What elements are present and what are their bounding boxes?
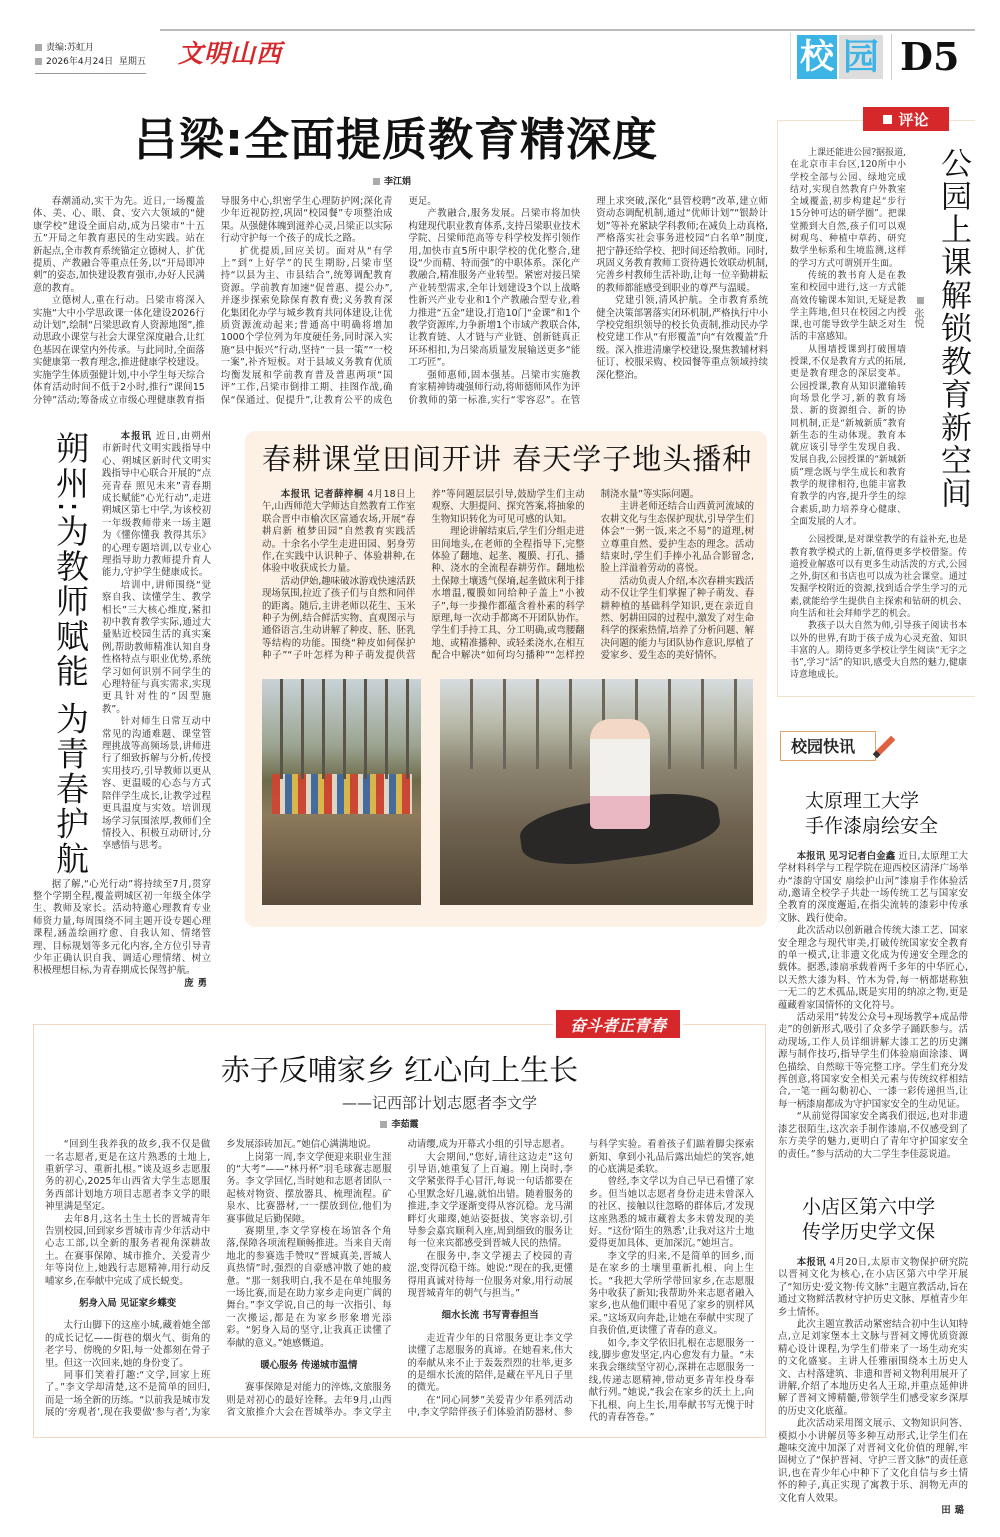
lead: 本报讯 [796,1256,827,1268]
commentary-top [790,147,971,528]
page-number: D5 [900,34,960,79]
news-flash-tag [780,731,876,761]
section-char-xiao: 校 [797,35,837,79]
news-flash-header [777,731,975,763]
photo-students-in-field [262,679,421,905]
bullet-icon [373,178,380,185]
main-column [33,0,768,1438]
paragraph: 理论讲解结束后,学生们分组走进田间地头,在老师的全程指导下,完整体验了翻地、起垄、覆膜、打孔、播种、浇水的全流程春耕劳作。翻地松土保障土壤透气保墒,起垄做床利于排水增温,覆膜如同给种子盖上“小被子”,每一步操作都蕴含着朴素的科学原理,每一次动手都离不开团队协作。学生们手持工具、分工明确,或弯腰翻地、或精准播种、或轻柔浇水,在相互配合中解决“如何均匀播种”“怎样控制浇水量”等实际问题。 [431,488,700,662]
title-line: 太原理工大学 [805,789,920,812]
commentary-tag [863,107,949,131]
paragraph: 在“同心同梦”关爱青少年系列活动中,李文学陪伴孩子们体验消防器材、参与科学实验。看着孩子们踮着脚尖探索新知、拿到小礼品后露出灿烂的笑容,她的心底满是柔软。 [407,1139,754,1419]
spring-title: 春耕课堂田间开讲 春天学子地头播种 [262,441,753,476]
paragraph: 同事们笑着打趣:“文学,回家上班了。”李文学却清楚,这不是简单的回归,而是一场全新的历练。“以前我是城市发展的‘旁观者’,现在我要做‘参与者’,为家乡发展添砖加瓦。”她信心满满地说。 [45,1139,377,1419]
lead: 本报讯 见习记者白金鑫 [796,850,896,862]
paragraph: 扩优提质,回应关切。面对从“有学上”到“上好学”的民生期盼,吕梁市坚持“以县为主、市县结合”,统筹调配教育资源。学前教育加速“促普惠、提公办”,并逐步探索免除保育教育费;义务教育深化集团化办学与城乡教育共同体建设,让优质资源流动起来;普通高中明确将增加1000个学位列为年度硬任务,同时深入实施“县中振兴”行动,坚持“一县一策”“一校一案”,补齐短板。对于县域义务教育优质均衡发展和学前教育普及普惠两项“国评”工作,吕梁市倒排工期、挂图作战,确保“保通过、促提升”,让教育公平的成色更足。 [220,196,437,406]
lvliang-body [33,196,768,407]
author-name: 张悦 [912,308,923,328]
paragraph: 培训中,讲师围绕“觉察自我、读懂学生、教学相长”三大核心维度,紧扣初中教育教学实际,通过大量贴近校园生活的真实案例,帮助教师精准认知自身性格特点与职业优势,系统学习如何识别不同学生的心理特征与真实需求,实现更具针对性的“因型施教”。 [102,579,211,715]
title-line: 传学历史学文保 [802,1220,936,1243]
child-figure [590,719,650,829]
shuozhou-article [33,431,211,990]
section-char-yuan: 园 [839,35,883,79]
news1-body [778,851,968,1161]
paragraph [262,489,415,576]
paragraph: 走近青少年的日常服务更让李文学读懂了志愿服务的真谛。在她看来,伟大的奉献从来不止于轰轰烈烈的壮举,更多的是细水长流的陪伴,是藏在平凡日子里的微光。 [407,1332,573,1394]
paragraph-text: 4月18日上午,山西师范大学师达自然教育工作室联合晋中市榆次区富通农场,开展“春耕启新 植梦田园”自然教育实践活动。十余名小学生走进田园、躬身劳作,在实践中认识种子、体验耕种,在体验中收获成长力量。 [262,488,416,575]
paragraph [778,851,968,925]
children-group [272,774,412,814]
paragraph: 李文学的归来,不是简单的回乡,而是在家乡的土壤里重新扎根、向上生长。“我把大学所学带回家乡,在志愿服务中收获了新知;我帮助外来志愿者融入家乡,也从他们眼中看见了家乡的别样风采。”这场双向奔赴,让她在奉献中实现了自我价值,更读懂了青春的意义。 [588,1250,754,1337]
paragraph: 去年8月,这名土生土长的晋城青年告别校园,回到家乡晋城市青少年活动中心志工部,以全新的服务者视角深耕故土。在赛事保障、城市推介、关爱青少年等岗位上,她践行志愿精神,用行动反哺家乡,在奉献中完成了成长蜕变。 [45,1213,211,1287]
feature-subtitle: ——记西部计划志愿者李文学 [341,1094,537,1113]
square-icon [883,115,892,124]
paragraph: 在服务中,李文学褪去了校园的青涩,变得沉稳干练。她说:“现在的我,更懂得用真诚对待每一位服务对象,用行动展现晋城青年的朝气与担当。” [407,1250,573,1300]
bullet-icon [380,1121,387,1128]
sidebar-column [777,0,975,1517]
paragraph: 太行山脚下的这座小城,藏着她全部的成长记忆——街巷的烟火气、街角的老字号、傍晚的夕阳,每一处都刻在骨子里。但这一次回来,她的身份变了。 [45,1320,211,1369]
title-line: 小店区第六中学 [802,1195,936,1218]
commentary-author [910,297,925,328]
paragraph-text: 近日,太原理工大学材料科学与工程学院在迎西校区清泽广场举办“漆韵守国安 扇绘护山河”漆扇手作体验活动,邀请全校学子共赴一场传统工艺与国家安全教育的深度邂逅,在指尖流转的漆彩中传承文脉、践行使命。 [778,850,969,924]
shuozhou-body-wide [33,879,211,991]
feature-box [33,1015,766,1437]
commentary-box [777,110,975,697]
issue-weekday: 星期五 [118,57,146,67]
paragraph-text: 4月20日,太原市文物保护研究院以晋祠文化为核心,在小店区第六中学开展了“知历史·爱文物·传文脉”主题宣教活动,旨在通过文物鲜活教材守护历史文脉、厚植青少年乡土情怀。 [778,1256,968,1318]
paragraph-text: 近日,由朔州市新时代文明实践指导中心、朔城区新时代文明实践指导中心联合开展的“点亮青春 照见未来”青春期成长赋能“心光行动”,走进朔城区第七中学,为该校初一年级教师带来一场主题为《懂你懂我 教得其乐》的心理专题培训,以专业心理指导助力教师提升育人能力,守护学生健康成长。 [102,430,211,579]
spring-box [245,431,767,927]
feature-body [45,1139,754,1424]
paragraph: 如今,李文学依旧扎根在志愿服务一线,脚步愈发坚定,内心愈发有力量。“未来我会继续坚守初心,深耕在志愿服务一线,传递志愿精神,带动更多青年投身奉献行列。”她说,“我会在家乡的沃土上,向下扎根、向上生长,用奉献书写无愧于时代的青春答卷。” [588,1337,754,1424]
paragraph: “回到生我养我的故乡,我不仅是做一名志愿者,更是在这片熟悉的土地上,重新学习、重新扎根。”谈及返乡志愿服务的初心,2025年山西省大学生志愿服务西部计划地方项目志愿者李文学的眼神里满是坚定。 [45,1139,211,1213]
paragraph [102,431,211,580]
issue-date: 2026年4月24日 [46,57,114,67]
lead: 本报讯 [120,430,152,442]
paragraph: 强师惠师,固本强基。吕梁市实施教育家精神铸魂强师行动,将师德师风作为评价教师的第一标准,实行“零容忍”。在管理上求突破,深化“县管校聘”改革,建立师资动态调配机制,通过“优师计划”“银龄计划”等补充紧缺学科教师;在减负上动真格,严格落实社会事务进校园“白名单”制度,把宁静还给学校、把时间还给教师。同时,巩固义务教育教师工资待遇长效联动机制,完善乡村教师生活补助,让每一位辛勤耕耘的教师都能感受到职业的尊严与温暖。 [408,196,768,406]
tree-trunks [262,679,421,779]
pencil-icon [873,735,896,758]
paragraph: 据了解,“心光行动”将持续至7月,贯穿整个学期全程,覆盖朔城区初一年级全体学生、教师及家长。活动特邀心理教育专业师资力量,每周围绕不同主题开设专题心理课程,涵盖绘画疗愈、自我认知、情绪管理、目标规划等多元化内容,全方位引导青少年正确认识自我、调适心理情绪、树立积极理想目标,为青春期成长保驾护航。 [33,878,211,977]
editor: 责编:苏虹月 [46,43,95,53]
shuozhou-top [33,431,211,877]
paragraph: 此次活动以创新融合传统大漆工艺、国家安全理念与现代审美,打破传统国家安全教育的单一模式,让非遗文化成为传递安全理念的载体。据悉,漆扇承载着两千多年的中华匠心,以天然大漆为料、竹木为骨,每一柄都堪称独一无二的艺术孤品,既是实用的纳凉之物,更是蕴藏着家国情怀的文化符号。 [778,925,968,1011]
byline-name: 李江娟 [384,177,412,187]
paragraph: 主讲老师还结合山西黄河流域的农耕文化与生态保护现状,引导学生们体会“一粥一饭,来之不易”的道理,树立尊重自然、爱护生态的理念。活动结束时,学生们手捧小礼品合影留念,脸上洋溢着劳动的喜悦。 [600,501,754,575]
author: 庞勇 [184,977,211,989]
photo-row [262,679,754,905]
logo-wenming-shanxi: 文明山西 [178,39,283,68]
feature-title: 赤子反哺家乡 红心向上生长 [220,1053,579,1088]
paragraph: 曾经,李文学以为自己早已看懂了家乡。但当她以志愿者身份走进未曾深入的社区、接触以往忽略的群体后,才发现这座熟悉的城市藏着太多未曾发现的美好。“这份‘陌生的熟悉’,让我对这片土地爱得更加具体、更加深沉。”她坦言。 [588,1176,754,1250]
paragraph: 产教融合,服务发展。吕梁市将加快构建现代职业教育体系,支持吕梁职业技术学院、吕梁师范高等专科学校发挥引领作用,加快市直5所中职学校的优化整合,建设“少而精、特而强”的中职体系。深化产教融合,精准服务产业转型。紧密对接吕梁产业转型需求,全年计划建设3个以上战略性新兴产业专业和1个产教融合型专业,着力推进“五金”建设,打造10门“金课”和1个教学资源库,力争新增1个市域产教联合体,让教育链、人才链与产业链、创新链真正环环相扣,为吕梁高质量发展输送更多“能工巧匠”。 [408,208,581,369]
paragraph: 活动伊始,趣味破冰游戏快速活跃现场氛围,拉近了孩子们与自然和同伴的距离。随后,主讲老师以花生、玉米种子为例,结合鲜活实物、直观图示与通俗语言,生动讲解了种皮、胚、胚乳等结构的功能。围绕“种皮如何保护种子”“子叶怎样为种子萌发提供营养”等问题层层引导,鼓励学生们主动观察、大胆提问、探究答案,将抽象的生物知识转化为可见可感的认知。 [262,488,585,662]
paragraph: 党建引领,清风护航。全市教育系统健全决策部署落实闭环机制,严格执行中小学校党组织领导的校长负责制,推动民办学校党建工作从“有形覆盖”向“有效覆盖”升级。深入推进清廉学校建设,聚焦教辅材料征订、校服采购、校园餐等重点领域持续深化整治。 [596,295,768,381]
paragraph: 此次活动采用图文展示、文物知识问答、模拟小小讲解员等多种互动形式,让学生们在趣味交流中加深了对晋祠文化价值的理解,牢固树立了“保护晋祠、守护三晋文脉”的责任意识,也在青少年心中种下了文化自信与乡土情怀的种子,真正实现了寓教于乐、润物无声的文化育人效果。 [778,1418,968,1504]
paragraph: 赛期里,李文学穿梭在场馆各个角落,保障各项流程顺畅推进。当来自天南地北的参赛选手赞叹“晋城真美,晋城人真热情”时,强烈的自豪感冲散了她的疲惫。“那一刻我明白,我不是在单纯服务一场比赛,而是在助力家乡走向更广阔的舞台。”李文学说,自己的每一次指引、每一次搬运,都是在为家乡形象增光添彩。“躬身入局的坚守,让我真正读懂了奉献的意义。”她感慨道。 [226,1226,392,1349]
photo-child-watering [440,679,753,905]
lead: 本报讯 记者薛梓桐 [280,488,364,500]
paragraph: 上课还能进公园?据报道,在北京市丰台区,120所中小学校全部与公园、绿地完成结对,实现自然教育户外教室全域覆盖,初步构建起“步行15分钟可达的研学圈”。把课堂搬到大自然,孩子们可以观树观鸟、种植中草药、研究数学坐标系和生境监测,这样的学习方式可谓别开生面。 [790,148,906,269]
middle-row [33,431,768,990]
commentary-title: 公园上课解锁教育新空间 [935,147,971,510]
paragraph: 大会期间,“您好,请往这边走”这句引导语,她重复了上百遍。刚上岗时,李文学紧张得手心冒汗,每说一句话都要在心里默念好几遍,就怕出错。随着服务的推进,李文学逐渐变得从容沉稳。龙马湖畔灯火璀璨,她站姿挺拔、笑容亲切,引导参会嘉宾顺利入座,周到细致的服务让每一位来宾都感受到晋城人民的热情。 [407,1151,573,1250]
news2-body [778,1257,968,1518]
paragraph: 赛事保障是对能力的淬炼,文旅服务则是对初心的最好诠释。去年9月,山西省文旅推介大会在晋城举办。李文学主动请缨,成为开幕式小组的引导志愿者。 [226,1139,570,1419]
paragraph: 传统的教书育人是在教室和校园中进行,这一方式能高效传输课本知识,无疑是教学主阵地,但只在校园之内授课,也可能导致学生缺乏对生活的丰富感知。 [790,270,906,343]
shuozhou-body-narrow [102,431,211,853]
paragraph: 春潮涌动,实干为先。近日,一场覆盖体、美、心、眼、食、安六大领域的“健康学校”建设全面启动,成为吕梁市“十五五”开局之年教育惠民的生动实践。站在新起点,全市教育系统锚定立德树人、扩优提质、产教融合等重点任务,以“开局即冲刺”的姿态,加快建设教育强市,办好人民满意的教育。 [33,196,205,294]
feature-tag: 奋斗者正青春 [556,1010,680,1038]
paragraph: 从围墙授课到打破围墙授课,不仅是教育方式的拓展,更是教育理念的深层变革。公园授课,教育从知识灌输转向场景化学习,新的教育场景、新的资源组合、新的协同机制,正是“新城新质”教育新生态的生动体现。教育本就应该引导学生发现自我、发展自我,公园授课的“新城新质”理念既与学生成长和教育教学的规律相符,也能丰富教育教学的内容,提升学生的综合素质,助力培养身心健康、全面发展的人才。 [790,344,906,527]
lvliang-byline [373,176,768,188]
shuozhou-title: 朔州:为教师赋能 为青春护航 [51,430,90,877]
news1-title [805,789,975,839]
byline-name: 李茹霞 [391,1120,419,1131]
paragraph: 此次主题宣教活动紧密结合初中生认知特点,立足刘家堡本土文脉与晋祠文博优质资源精心设计课程,为学生们带来了一场生动充实的文化盛宴。主讲人任雅丽围绕本土历史人文、古村落建筑、非遗和晋祠文物利用展开了讲解,介绍了本地历史名人王琼,并重点延伸讲解了晋祠文博精髓,带领学生们感受家乡深厚的历史文化底蕴。 [778,1318,968,1417]
spring-body [262,489,754,663]
paragraph: 教孩子以大自然为师,引导孩子阅读书本以外的世界,有助于孩子成为心灵充盈、知识丰富的人。期待更多学校让学生阅读“无字之书”,学习“活”的知识,感受大自然的魅力,健康诗意地成长。 [790,621,967,681]
paragraph: “从前觉得国家安全离我们很远,也对非遗漆艺很陌生,这次亲手制作漆扇,不仅感受到了东方美学的魅力,更明白了青年守护国家安全的责任。”参与活动的大二学生李佳蕊说道。 [778,1111,968,1160]
subheading: 细水长流 书写青春担当 [441,1310,539,1322]
paragraph: 上岗第一周,李文学便迎来职业生涯的“大考”——“林丹杯”羽毛球赛志愿服务。李文学回忆,当时她和志愿者团队一起核对物资、摆放器具、梳理流程。矿泉水、比赛器材,一一摆放到位,他们为赛事做足后勤保障。 [226,1151,392,1225]
paragraph: 立德树人,重在行动。吕梁市将深入实施“大中小学思政课一体化建设2026行动计划”,绘制“吕梁思政育人资源地图”,推动思政小课堂与社会大课堂深度融合,让红色基因在课堂内外传承。与此同时,全面落实健康第一教育理念,推进健康学校建设。实施学生体质强健计划,中小学生每天综合体育活动时间不低于2小时,推行“课间15分钟”活动;筹备成立市级心理健康教育指导服务中心,织密学生心理防护网;深化青少年近视防控,巩固“校园餐”专项整治成果。从强健体魄到滋养心灵,吕梁正以实际行动守护每一个孩子的成长之路。 [33,196,393,406]
tag-label: 评论 [898,110,929,129]
paragraph: 活动负责人介绍,本次春耕实践活动不仅让学生们掌握了种子萌发、春耕种植的基础科学知识,更在亲近自然、躬耕田园的过程中,激发了对生命科学的探索热情,培养了分析问题、解决问题的能力与团队协作意识,厚植了爱家乡、爱生态的美好情怀。 [600,575,754,662]
lvliang-title: 吕梁:全面提质教育精深度 [133,113,658,166]
paragraph: 公园授课,是对课堂教学的有益补充,也是教育教学模式的上新,值得更多学校借鉴。传道授业解惑可以有更多生动活泼的方式,公园之外,街区和书店也可以成为社会课堂。通过发掘学校附近的资源,找到适合学生学习的元素,就能给学生提供自主探索和钻研的机会、向生活和社会拜师学艺的机会。 [790,535,967,619]
commentary-body-narrow [790,147,906,528]
author: 田璐 [941,1505,968,1517]
feature-byline [45,1119,754,1131]
paragraph: 针对师生日常互动中常见的沟通难题、课堂管理挑战等高频场景,讲师进行了细致拆解与分析,传授实用技巧,引导教师以更从容、更温暖的心态与方式陪伴学生成长,让教学过程更具温度与实效。培训现场学习氛围浓厚,教师们全情投入、积极互动研讨,分享感悟与思考。 [102,716,211,852]
title-line: 手作漆扇绘安全 [805,814,939,837]
subheading: 暖心服务 传递城市温情 [260,1360,358,1372]
commentary-body-wide [790,534,967,682]
tag-label: 校园快讯 [791,737,856,757]
paragraph: 活动采用“转发公众号+现场教学+成品带走”的创新形式,吸引了众多学子踊跃参与。活动现场,工作人员详细讲解大漆工艺的历史渊源与制作技巧,指导学生们体验扇面涂漆、调色描绘、自然晾干等完整工序。学生们充分发挥创意,将国家安全相关元素与传统纹样相结合,一笔一画勾勒初心、一漆一彩传递担当,让每一柄漆扇都成为守护国家安全的生动见证。 [778,1012,968,1110]
paragraph [778,1257,968,1319]
news2-title [802,1195,975,1245]
bullet-icon [917,297,924,304]
subheading: 躬身入局 见证家乡蝶变 [79,1298,177,1310]
